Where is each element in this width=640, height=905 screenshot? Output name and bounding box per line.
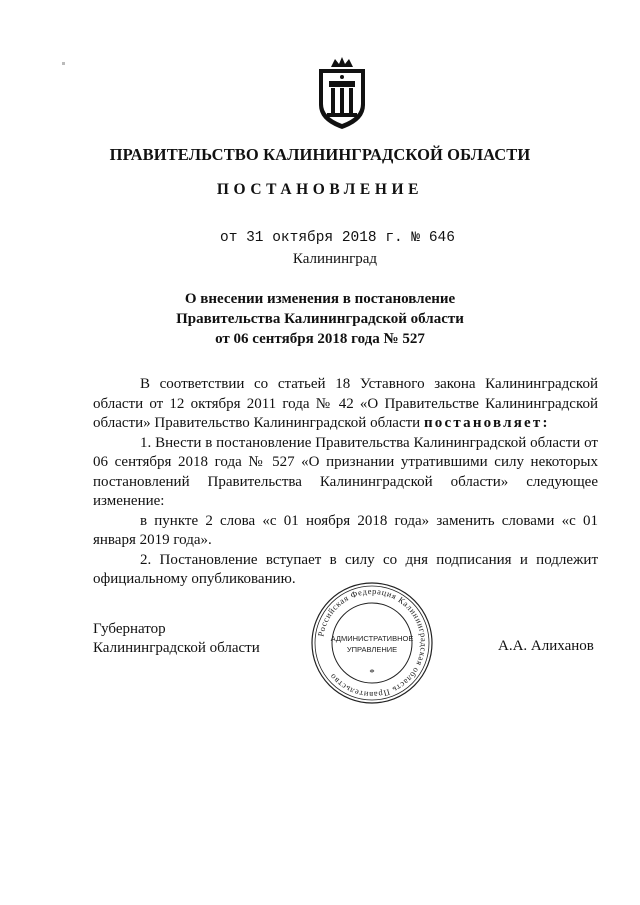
coat-of-arms-emblem (313, 55, 371, 131)
document-type: ПОСТАНОВЛЕНИЕ (216, 181, 424, 198)
city-name: Калининград (292, 251, 378, 267)
signatory-title (93, 620, 260, 658)
item-1: 1. Внести в постановление Правительства Калининградской области от 06 сентября 2018 года № 527 «О признании утратившими силу некоторых постановлений Правительства Калининградской области» следующее изменение: (93, 434, 598, 509)
subject-line: от 06 сентября 2018 года № 527 (215, 331, 425, 347)
subject-line: Правительства Калининградской области (176, 311, 464, 327)
seal-star: * (369, 667, 375, 679)
signatory-title-line: Губернатор (93, 621, 166, 637)
preamble-paragraph (93, 375, 598, 434)
date-number-line: от 31 октября 2018 г. № 646 (220, 230, 455, 246)
signatory-name: А.А. Алиханов (498, 638, 594, 654)
item-1-change: в пункте 2 слова «с 01 ноября 2018 года» заменить словами «с 01 января 2019 года». (93, 512, 598, 548)
government-name: ПРАВИТЕЛЬСТВО КАЛИНИНГРАДСКОЙ ОБЛАСТИ (109, 145, 531, 164)
document-body (93, 375, 598, 590)
signatory-title-line: Калининградской области (93, 640, 260, 656)
seal-center-line: АДМИНИСТРАТИВНОЕ (330, 634, 414, 643)
document-subject (0, 289, 640, 349)
subject-line: О внесении изменения в постановление (184, 291, 456, 307)
scan-dot (62, 62, 65, 65)
seal-ring-text: Российская Федерация Калининградская область Правительство (315, 585, 430, 701)
seal-center-line: УПРАВЛЕНИЕ (346, 645, 398, 654)
official-seal (309, 580, 435, 706)
preamble-text: В соответствии со статьей 18 Уставного закона Калининградской области от 12 октября 2011 года № 42 «О Правительстве Калининградской области» Правительство Калининградской области (93, 376, 598, 431)
preamble-action: постановляет: (423, 415, 550, 431)
item-2: 2. Постановление вступает в силу со дня подписания и подлежит официальному опубликованию. (93, 551, 598, 587)
